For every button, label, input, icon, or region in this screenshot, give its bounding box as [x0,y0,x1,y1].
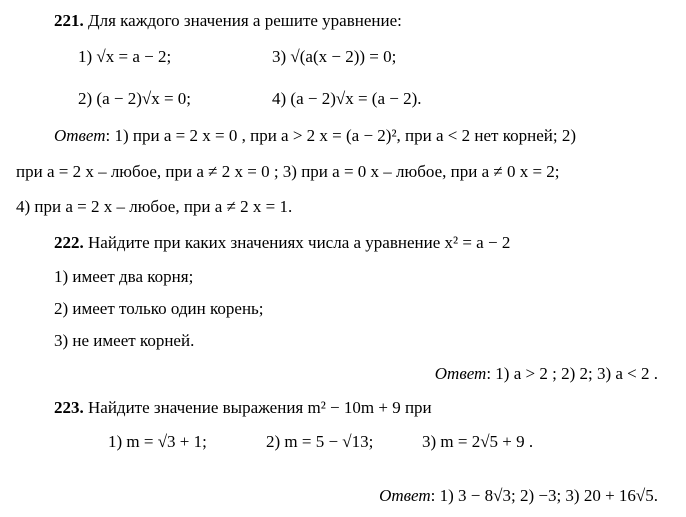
problem-number: 223. [54,398,84,417]
problem-222-item-2: 2) имеет только один корень; [54,299,264,318]
problem-222-item-1: 1) имеет два корня; [54,267,194,286]
problem-223-item-2: 2) m = 5 − √13; [266,432,374,451]
problem-223-item-3: 3) m = 2√5 + 9 . [422,432,534,451]
problem-number: 221. [54,11,84,30]
answer-text: 1) 3 − 8√3; 2) −3; 3) 20 + 16√5. [439,486,658,505]
answer-text: 1) a > 2 ; 2) 2; 3) a < 2 . [495,364,658,383]
problem-221-answer-line-1: Ответ: 1) при a = 2 x = 0 , при a > 2 x = (a − 2)², при a < 2 нет корней; 2) [54,126,576,145]
problem-221-item-1: 1) √x = a − 2; [78,47,172,66]
answer-label: Ответ [54,126,106,145]
problem-221-item-2: 2) (a − 2)√x = 0; [78,89,192,108]
problem-222-item-3: 3) не имеет корней. [54,331,195,350]
answer-label: Ответ [434,364,487,383]
problem-223-item-1: 1) m = √3 + 1; [108,432,207,451]
problem-221-heading [54,11,402,31]
problem-number: 222. [54,233,84,252]
problem-223-heading [54,398,432,418]
problem-222-answer: Ответ: 1) a > 2 ; 2) 2; 3) a < 2 . [434,364,658,383]
problem-221-item-3: 3) √(a(x − 2)) = 0; [272,47,397,66]
answer-text: 1) при a = 2 x = 0 , при a > 2 x = (a − 2)², при a < 2 нет корней; 2) [114,126,576,145]
problem-221-item-4: 4) (a − 2)√x = (a − 2). [272,89,422,108]
problem-statement: Найдите при каких значениях числа a уравнение x² = a − 2 [88,233,511,252]
problem-223-answer: Ответ: 1) 3 − 8√3; 2) −3; 3) 20 + 16√5. [379,486,658,505]
problem-222-heading [54,233,510,253]
problem-statement: Найдите значение выражения m² − 10m + 9 при [88,398,432,417]
problem-221-answer-line-3: 4) при a = 2 x – любое, при a ≠ 2 x = 1. [16,197,293,216]
problem-221-answer-line-2: при a = 2 x – любое, при a ≠ 2 x = 0 ; 3) при a = 0 x – любое, при a ≠ 0 x = 2; [16,162,560,181]
problem-statement: Для каждого значения a решите уравнение: [88,11,402,30]
answer-label: Ответ [379,486,431,505]
